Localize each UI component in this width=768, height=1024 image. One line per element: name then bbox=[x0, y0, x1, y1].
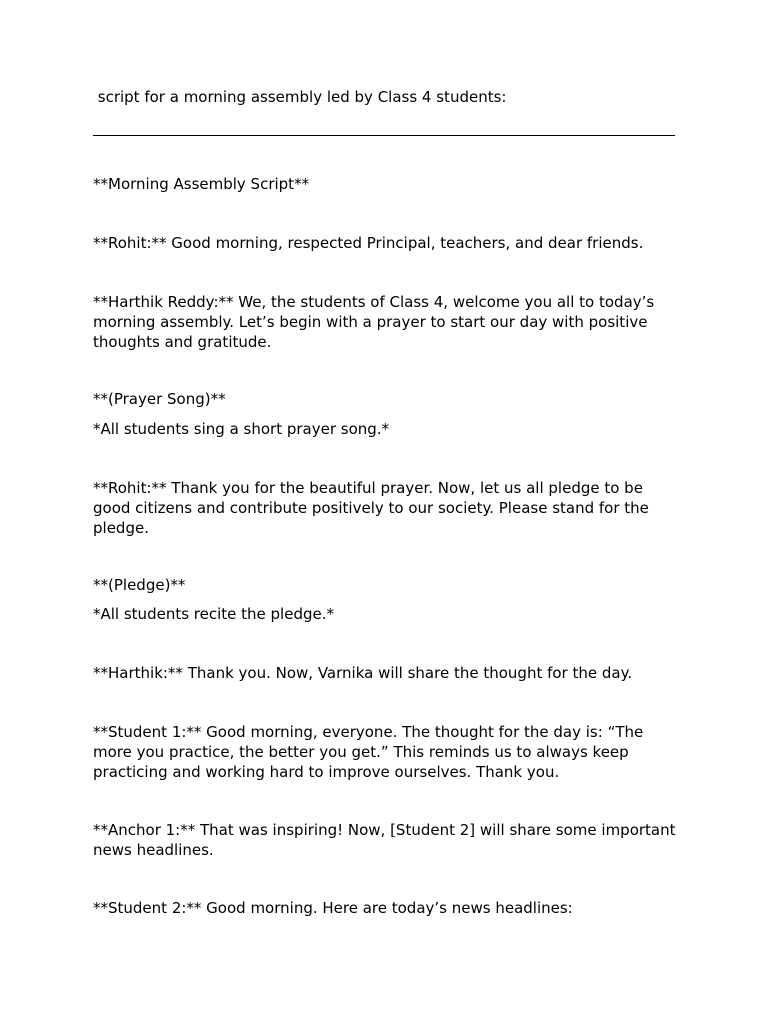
script-paragraph: **Anchor 1:** That was inspiring! Now, [Student 2] will share some important news headlines. bbox=[93, 821, 676, 859]
stage-heading: **(Pledge)** bbox=[93, 576, 186, 594]
stage-direction: *All students sing a short prayer song.* bbox=[93, 420, 390, 438]
script-title: **Morning Assembly Script** bbox=[93, 175, 310, 193]
script-paragraph: **Rohit:** Good morning, respected Principal, teachers, and dear friends. bbox=[93, 234, 644, 252]
script-paragraph: **Harthik:** Thank you. Now, Varnika will share the thought for the day. bbox=[93, 664, 633, 682]
intro-line: script for a morning assembly led by Class 4 students: bbox=[93, 88, 507, 106]
stage-direction: *All students recite the pledge.* bbox=[93, 605, 334, 623]
stage-heading: **(Prayer Song)** bbox=[93, 390, 226, 408]
script-paragraph: **Harthik Reddy:** We, the students of Class 4, welcome you all to today’s morning assembly. Let’s begin with a prayer to start our day with positive thoughts and gratitude. bbox=[93, 293, 655, 351]
script-paragraph: **Student 1:** Good morning, everyone. The thought for the day is: “The more you practice, the better you get.” This reminds us to always keep practicing and working hard to improve ourselves. Thank you. bbox=[93, 723, 644, 781]
script-paragraph: **Student 2:** Good morning. Here are today’s news headlines: bbox=[93, 899, 573, 917]
script-paragraph: **Rohit:** Thank you for the beautiful prayer. Now, let us all pledge to be good citizens and contribute positively to our society. Please stand for the pledge. bbox=[93, 479, 649, 537]
horizontal-rule bbox=[93, 135, 675, 136]
